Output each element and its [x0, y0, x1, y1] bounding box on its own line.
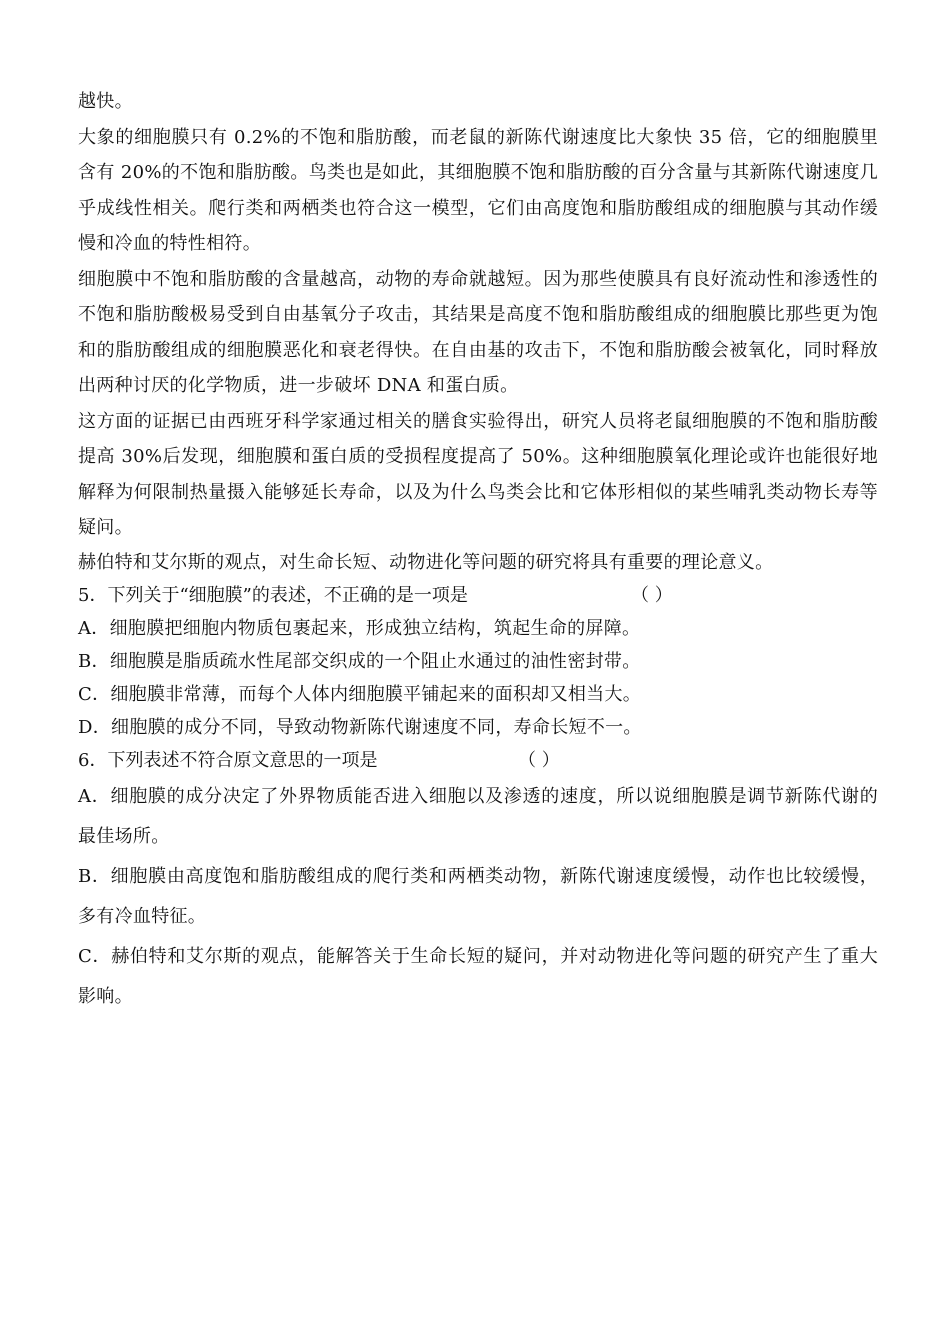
question-6-option-a: A．细胞膜的成分决定了外界物质能否进入细胞以及渗透的速度，所以说细胞膜是调节新陈代谢的最佳场所。	[78, 785, 878, 847]
passage-paragraph-4: 赫伯特和艾尔斯的观点，对生命长短、动物进化等问题的研究将具有重要的理论意义。	[78, 551, 774, 573]
passage-paragraph-2: 细胞膜中不饱和脂肪酸的含量越高，动物的寿命就越短。因为那些使膜具有良好流动性和渗透性的不饱和脂肪酸极易受到自由基氧分子攻击，其结果是高度不饱和脂肪酸组成的细胞膜比那些更为饱和的脂肪酸组成的细胞膜恶化和衰老得快。在自由基的攻击下，不饱和脂肪酸会被氧化，同时释放出两种讨厌的化学物质，进一步破坏 DNA 和蛋白质。	[78, 268, 878, 396]
passage-paragraph-3: 这方面的证据已由西班牙科学家通过相关的膳食实验得出，研究人员将老鼠细胞膜的不饱和脂肪酸提高 30%后发现，细胞膜和蛋白质的受损程度提高了 50%。这种细胞膜氧化理论或许也能很好地解释为何限制热量摄入能够延长寿命，以及为什么鸟类会比和它体形相似的某些哺乳类动物长寿等疑问。	[78, 410, 878, 538]
question-5-option-c: C．细胞膜非常薄，而每个人体内细胞膜平铺起来的面积却又相当大。	[78, 683, 642, 705]
document-page	[78, 84, 878, 1017]
question-6-option-b: B．细胞膜由高度饱和脂肪酸组成的爬行类和两栖类动物，新陈代谢速度缓慢，动作也比较缓慢，多有冷血特征。	[78, 865, 878, 927]
question-5-option-d: D．细胞膜的成分不同，导致动物新陈代谢速度不同，寿命长短不一。	[78, 716, 642, 738]
question-5-text: 5．下列关于“细胞膜”的表述，不正确的是一项是	[78, 584, 468, 606]
passage-paragraph-1: 大象的细胞膜只有 0.2%的不饱和脂肪酸，而老鼠的新陈代谢速度比大象快 35 倍，它的细胞膜里含有 20%的不饱和脂肪酸。鸟类也是如此，其细胞膜不饱和脂肪酸的百分含量与其新陈代谢速度几乎成线性相关。爬行类和两栖类也符合这一模型，它们由高度饱和脂肪酸组成的细胞膜与其动作缓慢和冷血的特性相符。	[78, 126, 878, 254]
question-6-text: 6．下列表述不符合原文意思的一项是	[78, 749, 378, 771]
question-5-option-a: A．细胞膜把细胞内物质包裹起来，形成独立结构，筑起生命的屏障。	[78, 617, 641, 639]
question-5-option-b: B．细胞膜是脂质疏水性尾部交织成的一个阻止水通过的油性密封带。	[78, 650, 641, 672]
question-5-answer-blank: （ ）	[631, 584, 673, 606]
question-6-answer-blank: （ ）	[518, 749, 560, 771]
passage-paragraph-0: 越快。	[78, 91, 133, 112]
question-5-stem	[78, 579, 878, 612]
question-6-stem	[78, 744, 878, 777]
question-6-option-c: C．赫伯特和艾尔斯的观点，能解答关于生命长短的疑问，并对动物进化等问题的研究产生了重大影响。	[78, 945, 878, 1007]
